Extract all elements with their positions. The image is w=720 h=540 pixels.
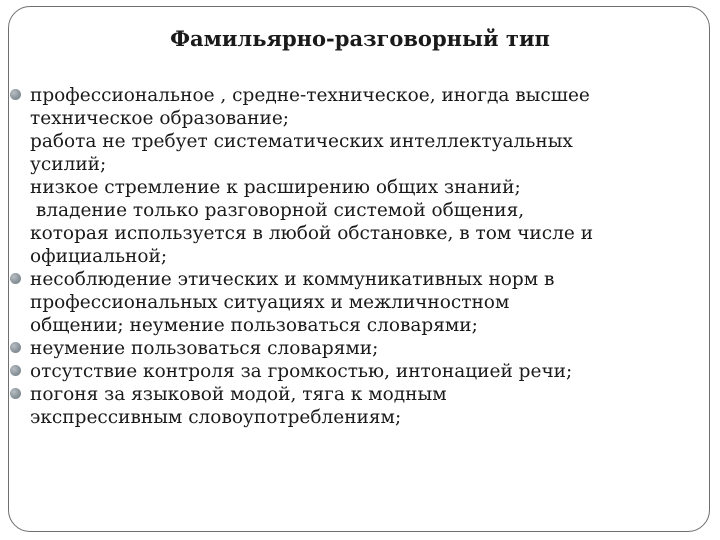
list-item-line: погоня за языковой модой, тяга к модным — [30, 384, 447, 405]
list-item-line: профессиональных ситуациях и межличностном — [30, 292, 510, 313]
list-item — [8, 360, 708, 383]
bullet-icon — [10, 388, 21, 399]
list-item-line: усилий; — [30, 154, 107, 175]
list-item-line: низкое стремление к расширению общих знаний; — [30, 177, 521, 198]
list-item-line: несоблюдение этических и коммуникативных норм в — [30, 269, 555, 290]
bullet-icon — [10, 342, 21, 353]
list-item — [8, 84, 708, 268]
list-item-line: владение только разговорной системой общения, — [30, 200, 525, 221]
list-item-line: которая используется в любой обстановке, в том числе и — [30, 223, 594, 244]
list-item-line: неумение пользоваться словарями; — [30, 338, 379, 359]
list-item-line: отсутствие контроля за громкостью, интонацией речи; — [30, 361, 573, 382]
bullet-icon — [10, 273, 21, 284]
bullet-list — [8, 84, 708, 429]
list-item-line: работа не требует систематических интеллектуальных — [30, 131, 573, 152]
slide-title: Фамильярно-разговорный тип — [170, 26, 550, 51]
list-item-line: техническое образование; — [30, 108, 290, 129]
list-item — [8, 383, 708, 429]
list-item — [8, 268, 708, 337]
list-item — [8, 337, 708, 360]
list-item-line: официальной; — [30, 246, 168, 267]
list-item-line: экспрессивным словоупотреблениям; — [30, 407, 402, 428]
list-item-line: общении; неумение пользоваться словарями; — [30, 315, 478, 336]
list-item-line: профессиональное , средне-техническое, иногда высшее — [30, 85, 590, 106]
bullet-icon — [10, 89, 21, 100]
bullet-icon — [10, 365, 21, 376]
